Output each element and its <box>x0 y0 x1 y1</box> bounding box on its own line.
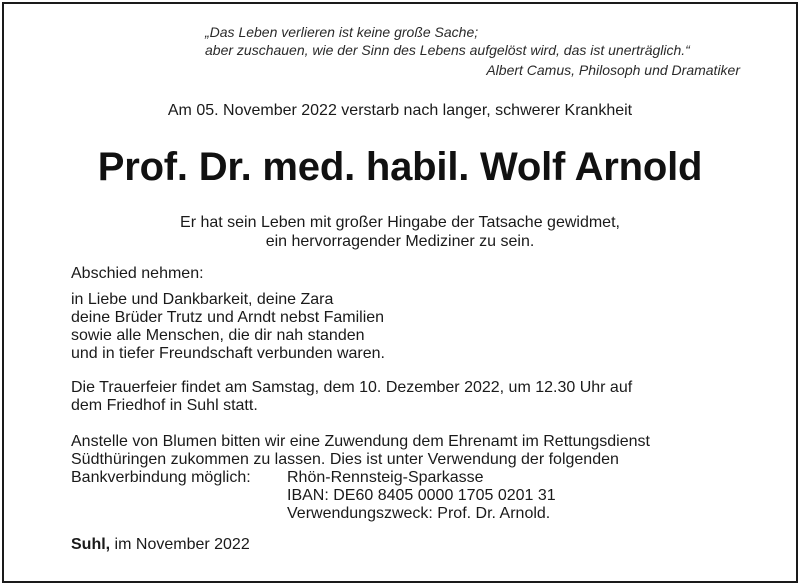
death-announcement-line: Am 05. November 2022 verstarb nach langer, schwerer Krankheit <box>167 102 633 119</box>
signoff-date: im November 2022 <box>110 536 250 553</box>
signoff <box>71 536 250 554</box>
quote-author: Albert Camus, Philosoph und Dramatiker <box>486 62 740 78</box>
donation-request <box>71 433 650 469</box>
funeral-ceremony-info <box>71 379 632 415</box>
ceremony-line: dem Friedhof in Suhl statt. <box>71 397 258 414</box>
signoff-city: Suhl, <box>71 536 111 553</box>
quote-line: „Das Leben verlieren ist keine große Sache; <box>205 24 479 40</box>
deceased-name: Prof. Dr. med. habil. Wolf Arnold <box>97 145 703 189</box>
farewell-heading-text: Abschied nehmen: <box>71 265 204 282</box>
bank-iban: IBAN: DE60 8405 0000 1705 0201 31 <box>287 487 556 504</box>
bank-label: Bankverbindung möglich: <box>71 469 251 486</box>
epigraph-quote <box>0 23 758 79</box>
dedication-line: Er hat sein Leben mit großer Hingabe der Tatsache gewidmet, <box>180 214 620 231</box>
quote-line: aber zuschauen, wie der Sinn des Lebens aufgelöst wird, das ist unerträglich.“ <box>205 42 690 58</box>
mourner-line: in Liebe und Dankbarkeit, deine Zara <box>71 291 334 308</box>
mourner-line: sowie alle Menschen, die dir nah standen <box>71 327 365 344</box>
bank-name: Rhön-Rennsteig-Sparkasse <box>287 469 484 486</box>
donation-line: Südthüringen zukommen zu lassen. Dies ist unter Verwendung der folgenden <box>71 451 619 468</box>
mourner-line: und in tiefer Freundschaft verbunden waren. <box>71 345 385 362</box>
dedication-line: ein hervorragender Mediziner zu sein. <box>265 233 535 250</box>
dedication-text <box>0 213 800 251</box>
bank-reference: Verwendungszweck: Prof. Dr. Arnold. <box>287 505 551 522</box>
donation-line: Anstelle von Blumen bitten wir eine Zuwendung dem Ehrenamt im Rettungsdienst <box>71 433 650 450</box>
mourners-list <box>71 291 385 363</box>
farewell-heading <box>71 265 204 283</box>
mourner-line: deine Brüder Trutz und Arndt nebst Familien <box>71 309 385 326</box>
ceremony-line: Die Trauerfeier findet am Samstag, dem 10. Dezember 2022, um 12.30 Uhr auf <box>71 379 633 396</box>
bank-details <box>287 469 556 523</box>
